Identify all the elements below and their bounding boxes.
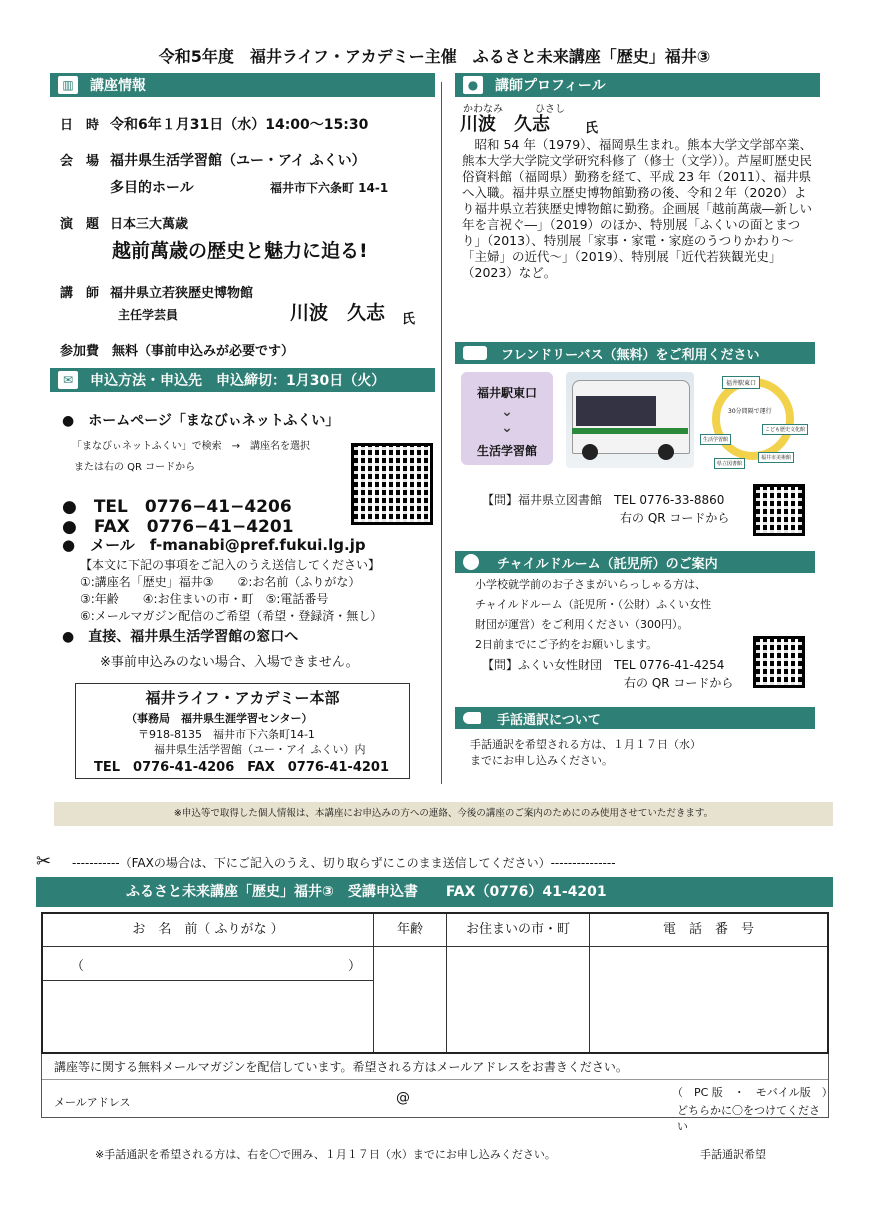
form-heading: ふるさと未来講座「歴史」福井③ 受講申込書 FAX（0776）41-4201 (36, 877, 833, 907)
lecturer-suffix: 氏 (402, 312, 416, 327)
bus-route-map (700, 372, 810, 472)
name-field[interactable] (43, 981, 374, 1052)
sign-request-option[interactable]: 手話通訳希望 (700, 1148, 766, 1161)
mail-at-sign: @ (396, 1090, 410, 1106)
hand-icon (463, 712, 481, 724)
apply-mail[interactable]: ● メール f-manabi@pref.fukui.lg.jp (62, 536, 366, 554)
city-field[interactable] (447, 947, 590, 1052)
direct-note: ※事前申込みのない場合、入場できません。 (100, 655, 359, 670)
childcare-qr-note: 右の QR コードから (624, 676, 734, 690)
childcare-line3: 財団が運営）をご利用ください（300円）。 (475, 618, 689, 631)
qr-code-bus[interactable] (753, 484, 805, 536)
apply-fax: ● FAX 0776−41−4201 (62, 517, 294, 537)
mail-magazine-note: 講座等に関する無料メールマガジンを配信しています。希望される方はメールアドレスをお書きください。 (54, 1060, 628, 1074)
lecturer-label: 講 師 (60, 286, 100, 301)
person-icon: ● (463, 76, 483, 94)
bus-from: 福井駅東口 (476, 386, 537, 400)
map-stop-learning: 生活学習館 (700, 434, 731, 445)
bus-route-box (461, 372, 553, 465)
theme-main: 越前萬歳の歴史と魅力に迫る! (112, 240, 368, 262)
sign-line2: までにお申し込みください。 (470, 754, 613, 767)
bus-photo (566, 372, 694, 468)
apply-heading: ✉ 申込方法・申込先 申込締切：1月30日（火） (50, 368, 435, 392)
double-chevron-icon: ⌄ ⌄ (501, 404, 513, 436)
mail-note: 【本文に下記の事項をご記入のうえ送信してください】 (80, 558, 381, 572)
version-note: どちらかに〇をつけてください (677, 1104, 820, 1133)
childcare-contact: 【問】ふくい女性財団 TEL 0776-41-4254 (482, 658, 725, 672)
qr-code-apply[interactable] (351, 443, 433, 525)
profile-heading: ● 講師プロフィール (455, 73, 820, 97)
childcare-line2: チャイルドルーム（託児所・（公財）ふくい女性 (475, 598, 712, 611)
profile-bio: 昭和 54 年（1979）、福岡県生まれ。熊本大学文学部卒業、熊本大学大学院文学研究科修了（修士（文学））。芦屋町歴史民俗資料館（福岡県）勤務を経て、平成 23 年（2011）、福井県へ入職。福井県立歴史博物館勤務の後、令和２年（2020）より福井県立若狭歴史博物館に勤務。企画展「越前萬歳―新しい年を言祝ぐ―」（2019）のほか、特別展「ふくいの面とまつり」（2013）、特別展「家事・家電・家庭のうつりかわり～「主婦」の近代～」（2019）、特別展「近代若狭観光史」（2023）など。 (462, 137, 813, 280)
divider (42, 1079, 828, 1080)
cut-line: -----------（FAXの場合は、下にご記入のうえ、切り取らずにこのまま送信してください）--------------- (72, 856, 616, 870)
mail-address-field[interactable] (162, 1086, 662, 1114)
fee-value: 無料（事前申込みが必要です） (112, 344, 295, 359)
mail-item-3: ⑥:メールマガジン配信のご希望（希望・登録済・無し） (80, 609, 383, 623)
office-contact: TEL 0776-41-4206 FAX 0776-41-4201 (94, 760, 389, 775)
web-apply[interactable]: ● ホームページ「まなびぃネットふくい」 (62, 413, 340, 429)
course-info-heading: ▥ 講座情報 (50, 73, 435, 97)
sign-line1: 手話通訳を希望される方は、１月１７日（水） (470, 738, 701, 751)
building-icon: ▥ (58, 76, 78, 94)
furigana-field[interactable]: （ ） (43, 947, 374, 981)
phone-field[interactable] (590, 947, 827, 1052)
envelope-icon: ✉ (58, 371, 78, 389)
age-field[interactable] (374, 947, 447, 1052)
mail-item-1: ①:講座名「歴史」福井③ ②:お名前（ふりがな） (80, 575, 361, 589)
bus-qr-note: 右の QR コードから (620, 511, 730, 525)
apply-tel: ● TEL 0776−41−4206 (62, 497, 292, 517)
teddy-bear-icon (463, 554, 479, 570)
column-divider (441, 82, 442, 784)
childcare-heading: チャイルドルーム（託児所）のご案内 (455, 551, 815, 573)
date-value: 令和6年１月31日（水）14:00～15:30 (110, 117, 369, 133)
sign-heading: 手話通訳について (455, 707, 815, 729)
map-stop-art: 福井市美術館 (758, 452, 794, 463)
theme-label: 演 題 (60, 217, 100, 232)
col-name-header: お 名 前（ ふりがな ） (43, 914, 374, 947)
apply-direct: ● 直接、福井県生活学習館の窓口へ (62, 629, 299, 645)
map-interval: 30分間隔で運行 (728, 408, 772, 415)
venue-label: 会 場 (60, 154, 100, 169)
bus-heading: フレンドリーバス（無料）をご利用ください (455, 342, 815, 364)
col-city-header: お住まいの市・町 (447, 914, 590, 947)
ruby-given: ひさし (535, 104, 565, 115)
scissors-icon: ✂ (36, 851, 52, 872)
theme-sub: 日本三大萬歳 (110, 217, 189, 232)
web-note-qr: または右の QR コードから (74, 462, 196, 473)
qr-code-childcare[interactable] (753, 636, 805, 688)
venue-room: 多目的ホール (110, 180, 194, 196)
footer-note: ※手話通訳を希望される方は、右を〇で囲み、１月１７日（水）までにお申し込みください。 (95, 1148, 556, 1161)
profile-suffix: 氏 (585, 121, 599, 136)
web-note-search: 「まなびぃネットふくい」で検索 → 講座名を選択 (72, 441, 310, 452)
page-title: 令和5年度 福井ライフ・アカデミー主催 ふるさと未来講座「歴史」福井③ (158, 47, 711, 66)
col-age-header: 年齢 (374, 914, 447, 947)
childcare-line4: 2日前までにご予約をお願いします。 (475, 638, 658, 651)
map-stop-station: 福井駅東口 (722, 376, 760, 389)
childcare-line1: 小学校就学前のお子さまがいらっしゃる方は、 (475, 578, 706, 591)
office-addr2: 福井県生活学習館（ユー・アイ ふくい）内 (154, 743, 366, 756)
mail-magazine-section (41, 1054, 833, 1133)
application-form (41, 912, 829, 1054)
privacy-note: ※申込等で取得した個人情報は、本講座にお申込みの方への連絡、今後の講座のご案内のためにのみ使用させていただきます。 (54, 802, 833, 826)
lecturer-org: 福井県立若狭歴史博物館 (110, 286, 254, 301)
profile-name: 川波 久志 (460, 114, 550, 135)
date-label: 日 時 (60, 118, 100, 133)
bus-contact: 【問】福井県立図書館 TEL 0776-33-8860 (482, 493, 725, 507)
map-stop-library: 県立図書館 (714, 458, 745, 469)
fee-label: 参加費 (60, 344, 100, 359)
venue-name: 福井県生活学習館（ユー・アイ ふくい） (110, 153, 366, 169)
bus-to: 生活学習館 (476, 444, 537, 458)
map-stop-museum: こども歴史文化館 (762, 424, 808, 435)
venue-address: 福井市下六条町 14-1 (270, 181, 389, 195)
mail-item-2: ③:年齢 ④:お住まいの市・町 ⑤:電話番号 (80, 592, 329, 606)
lecturer-position: 主任学芸員 (118, 308, 179, 322)
office-box (75, 683, 410, 779)
office-addr1: 〒918-8135 福井市下六条町14-1 (138, 728, 315, 741)
mail-address-label: メールアドレス (54, 1096, 131, 1109)
ruby-family: かわなみ (463, 104, 503, 115)
office-sub: （事務局 福井県生涯学習センター） (126, 712, 313, 725)
bus-icon (463, 346, 487, 360)
office-name: 福井ライフ・アカデミー本部 (145, 689, 340, 707)
lecturer-name: 川波 久志 (290, 302, 386, 324)
col-phone-header: 電 話 番 号 (590, 914, 827, 947)
version-select[interactable]: （ PC 版 ・ モバイル版 ） (672, 1086, 833, 1099)
